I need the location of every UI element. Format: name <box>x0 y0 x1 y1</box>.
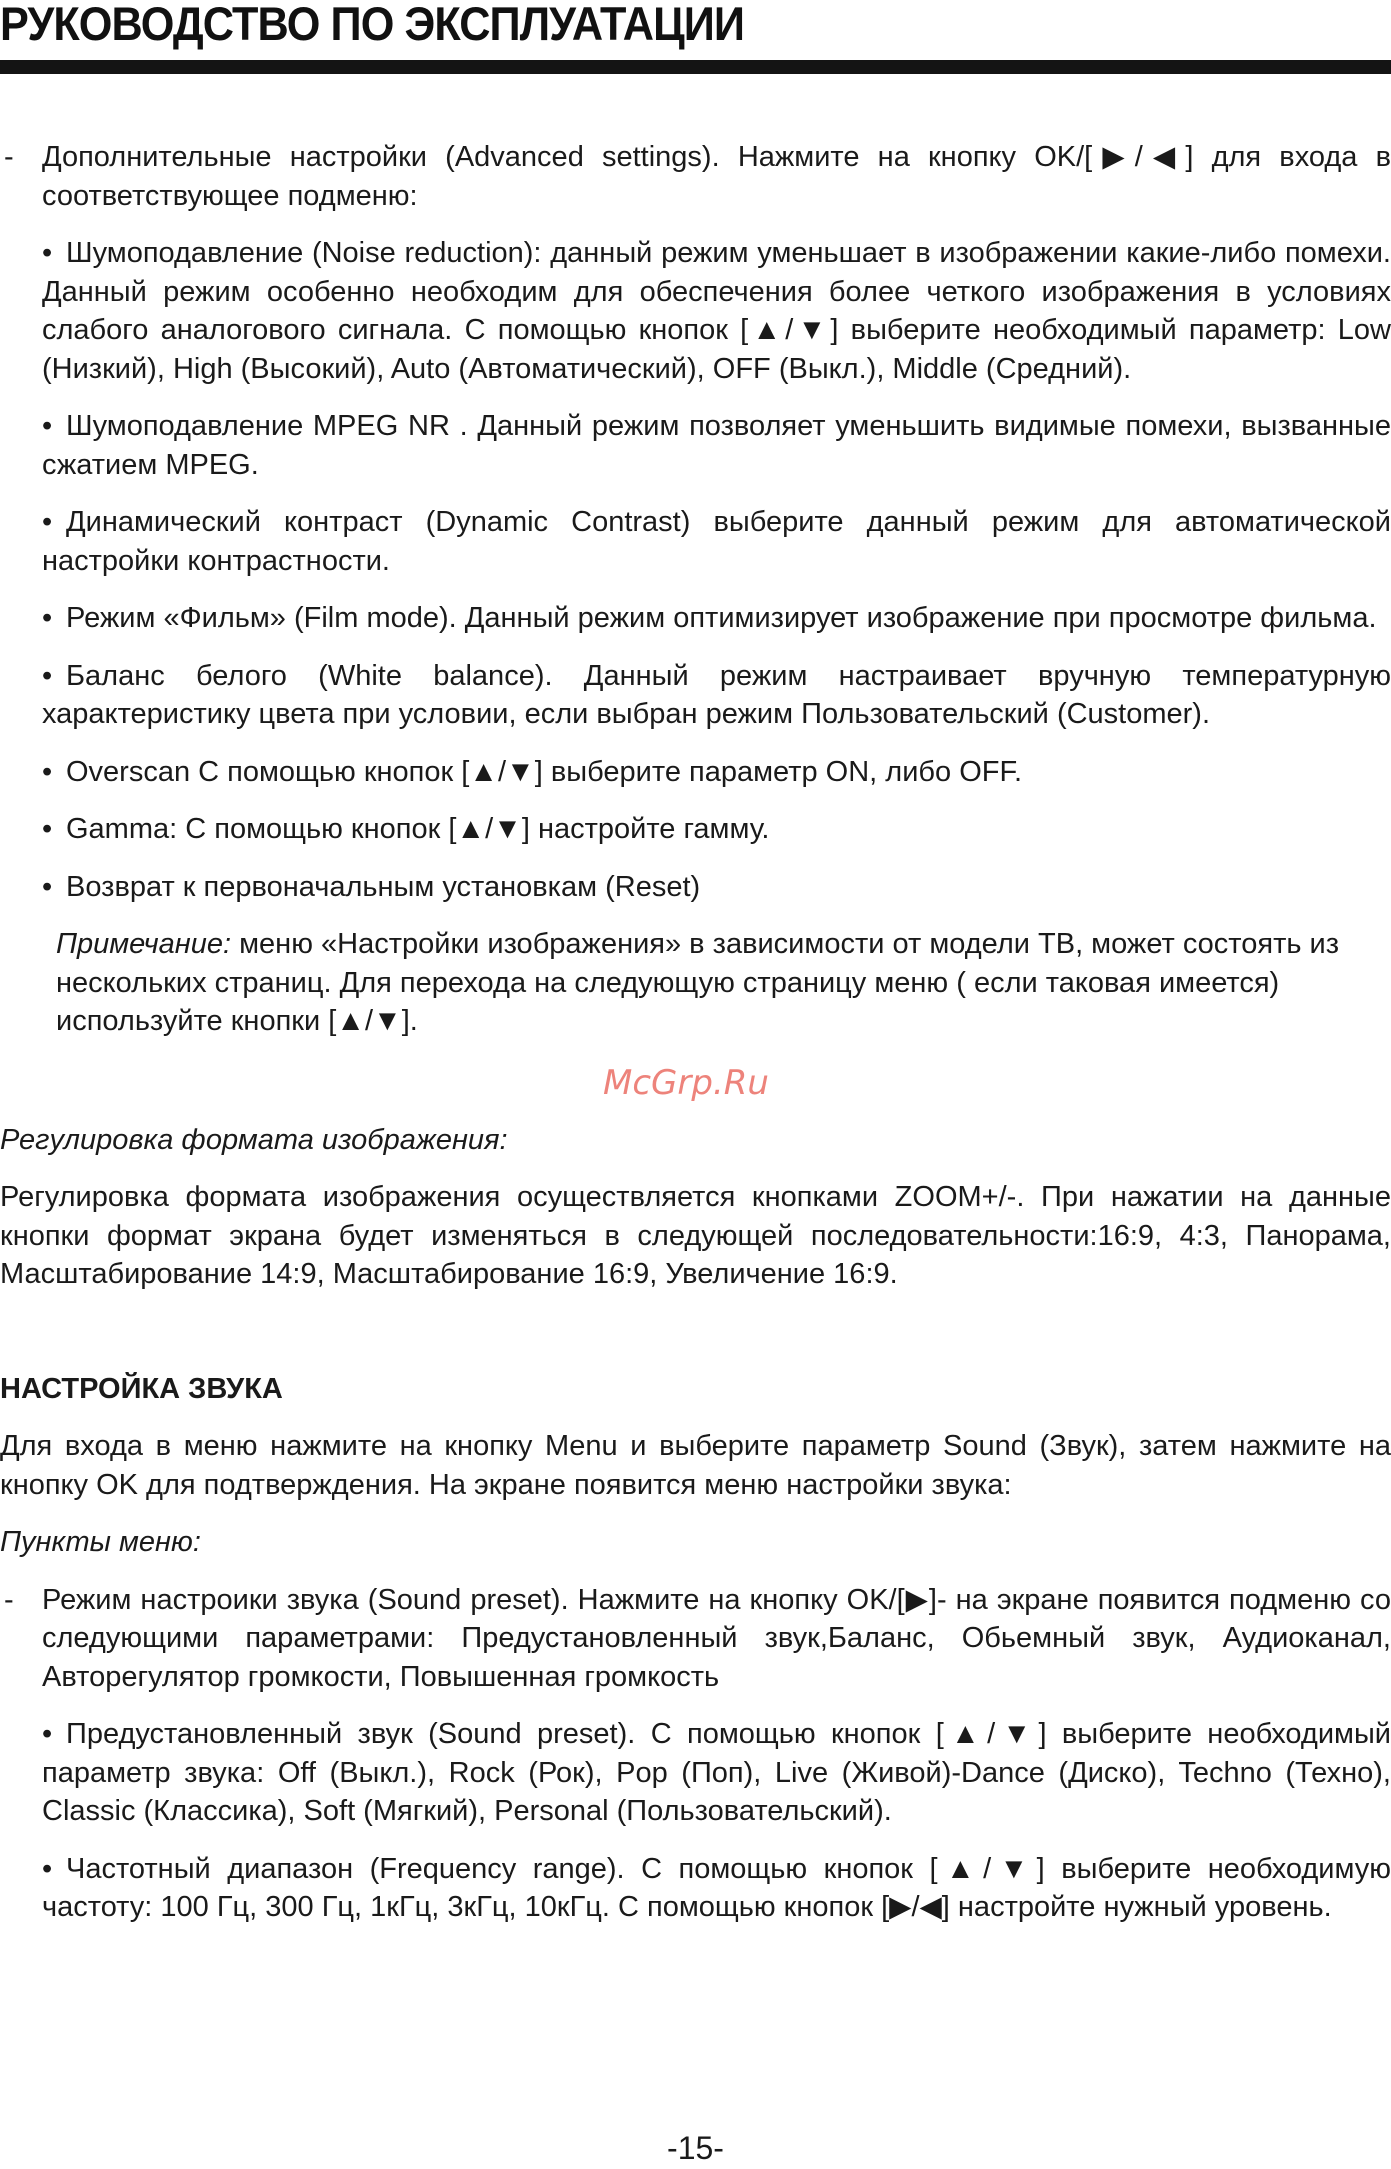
page-number: -15- <box>667 2130 724 2166</box>
bullet-mpeg-nr <box>0 407 1391 484</box>
bullet-glyph: • <box>42 410 53 442</box>
page-title: РУКОВОДСТВО ПО ЭКСПЛУАТАЦИИ <box>0 0 745 50</box>
watermark: McGrp.Ru <box>603 1063 769 1103</box>
note-label: Примечание: <box>56 928 232 960</box>
bullet-dynamic-contrast <box>0 503 1391 580</box>
bullet-text: Gamma: С помощью кнопок [▲/▼] настройте гамму. <box>66 813 770 845</box>
sound-preset-text: Режим настроики звука (Sound preset). Нажмите на кнопку OK/[▶]- на экране появится подменю со следующими параметрами: Предустановленный звук,Баланс, Обьемный звук, Аудиоканал, Авторегулятор громкости, Повышенная громкость <box>42 1583 1391 1693</box>
bullet-frequency-range <box>0 1850 1391 1927</box>
bullet-glyph: • <box>42 1852 53 1885</box>
bullet-glyph: • <box>42 755 53 788</box>
list-dash: - <box>4 1583 14 1616</box>
bullet-text: Динамический контраст (Dynamic Contrast) выберите данный режим для автоматической настройки контрастности. <box>42 506 1391 577</box>
bullet-gamma <box>0 810 1391 849</box>
bullet-glyph: • <box>42 813 53 845</box>
note-paragraph <box>0 925 1391 1041</box>
menu-items-label: Пункты меню: <box>0 1526 201 1558</box>
bullet-text: Режим «Фильм» (Film mode). Данный режим оптимизирует изображение при просмотре фильма. <box>66 602 1377 634</box>
bullet-glyph: • <box>42 870 53 903</box>
sound-section-heading: НАСТРОЙКА ЗВУКА <box>0 1372 283 1405</box>
bullet-reset <box>0 868 1391 907</box>
bullet-text: Overscan С помощью кнопок [▲/▼] выберите параметр ON, либо OFF. <box>66 755 1023 788</box>
sound-section-intro: Для входа в меню нажмите на кнопку Menu и выберите параметр Sound (Звук), затем нажмите на кнопку OK для подтверждения. На экране появится меню настройки звука: <box>0 1430 1391 1501</box>
bullet-glyph: • <box>42 237 53 269</box>
bullet-sound-preset <box>0 1715 1391 1831</box>
bullet-glyph: • <box>42 659 53 692</box>
bullet-text: Шумоподавление MPEG NR . Данный режим позволяет уменьшить видимые помехи, вызванные сжатием MPEG. <box>42 410 1391 481</box>
format-section-text: Регулировка формата изображения осуществляется кнопками ZOOM+/-. При нажатии на данные кнопки формат экрана будет изменяться в следующей последовательности:16:9, 4:3, Панорама, Масштабирование 14:9, Масштабирование 16:9, Увеличение 16:9. <box>0 1181 1391 1290</box>
advanced-settings-text: Дополнительные настройки (Advanced settings). Нажмите на кнопку OK/[▶/◀] для входа в соответствующее подменю: <box>42 141 1391 212</box>
bullet-text: Шумоподавление (Noise reduction): данный режим уменьшает в изображении какие-либо помехи. Данный режим особенно необходим для обеспечения более четкого изображения в условиях слабого аналогового сигнала. С помощью кнопок [▲/▼] выберите необходимый параметр: Low (Низкий), High (Высокий), Auto (Автоматический), OFF (Выкл.), Middle (Средний). <box>42 237 1391 385</box>
bullet-text: Баланс белого (White balance). Данный режим настраивает вручную температурную характеристику цвета при условии, если выбран режим Пользовательский (Customer). <box>42 659 1391 730</box>
bullet-film-mode <box>0 599 1391 638</box>
bullet-text: Частотный диапазон (Frequency range). С помощью кнопок [▲/▼] выберите необходимую частоту: 100 Гц, 300 Гц, 1кГц, 3кГц, 10кГц. С помощью кнопок [▶/◀] настройте нужный уровень. <box>42 1852 1391 1923</box>
title-rule <box>0 60 1391 74</box>
bullet-glyph: • <box>42 602 53 634</box>
list-dash: - <box>4 141 14 173</box>
bullet-text: Предустановленный звук (Sound preset). С помощью кнопок [▲/▼] выберите необходимый параметр звука: Off (Выкл.), Rock (Рок), Pop (Поп), Live (Живой)-Dance (Диско), Techno (Техно), Classic (Классика), Soft (Мягкий), Personal (Пользовательский). <box>42 1718 1391 1827</box>
format-section-title: Регулировка формата изображения: <box>0 1123 508 1156</box>
document-body <box>0 138 1391 1927</box>
bullet-white-balance <box>0 657 1391 734</box>
bullet-glyph: • <box>42 1718 53 1750</box>
advanced-settings-item <box>0 138 1391 215</box>
bullet-overscan <box>0 753 1391 792</box>
bullet-noise-reduction <box>0 234 1391 388</box>
sound-preset-item <box>0 1581 1391 1697</box>
bullet-glyph: • <box>42 506 53 538</box>
note-text: меню «Настройки изображения» в зависимости от модели ТВ, может состоять из нескольких страниц. Для перехода на следующую страницу меню ( если таковая имеется) используйте кнопки [▲/▼]. <box>56 928 1340 1037</box>
bullet-text: Возврат к первоначальным установкам (Reset) <box>66 870 701 903</box>
